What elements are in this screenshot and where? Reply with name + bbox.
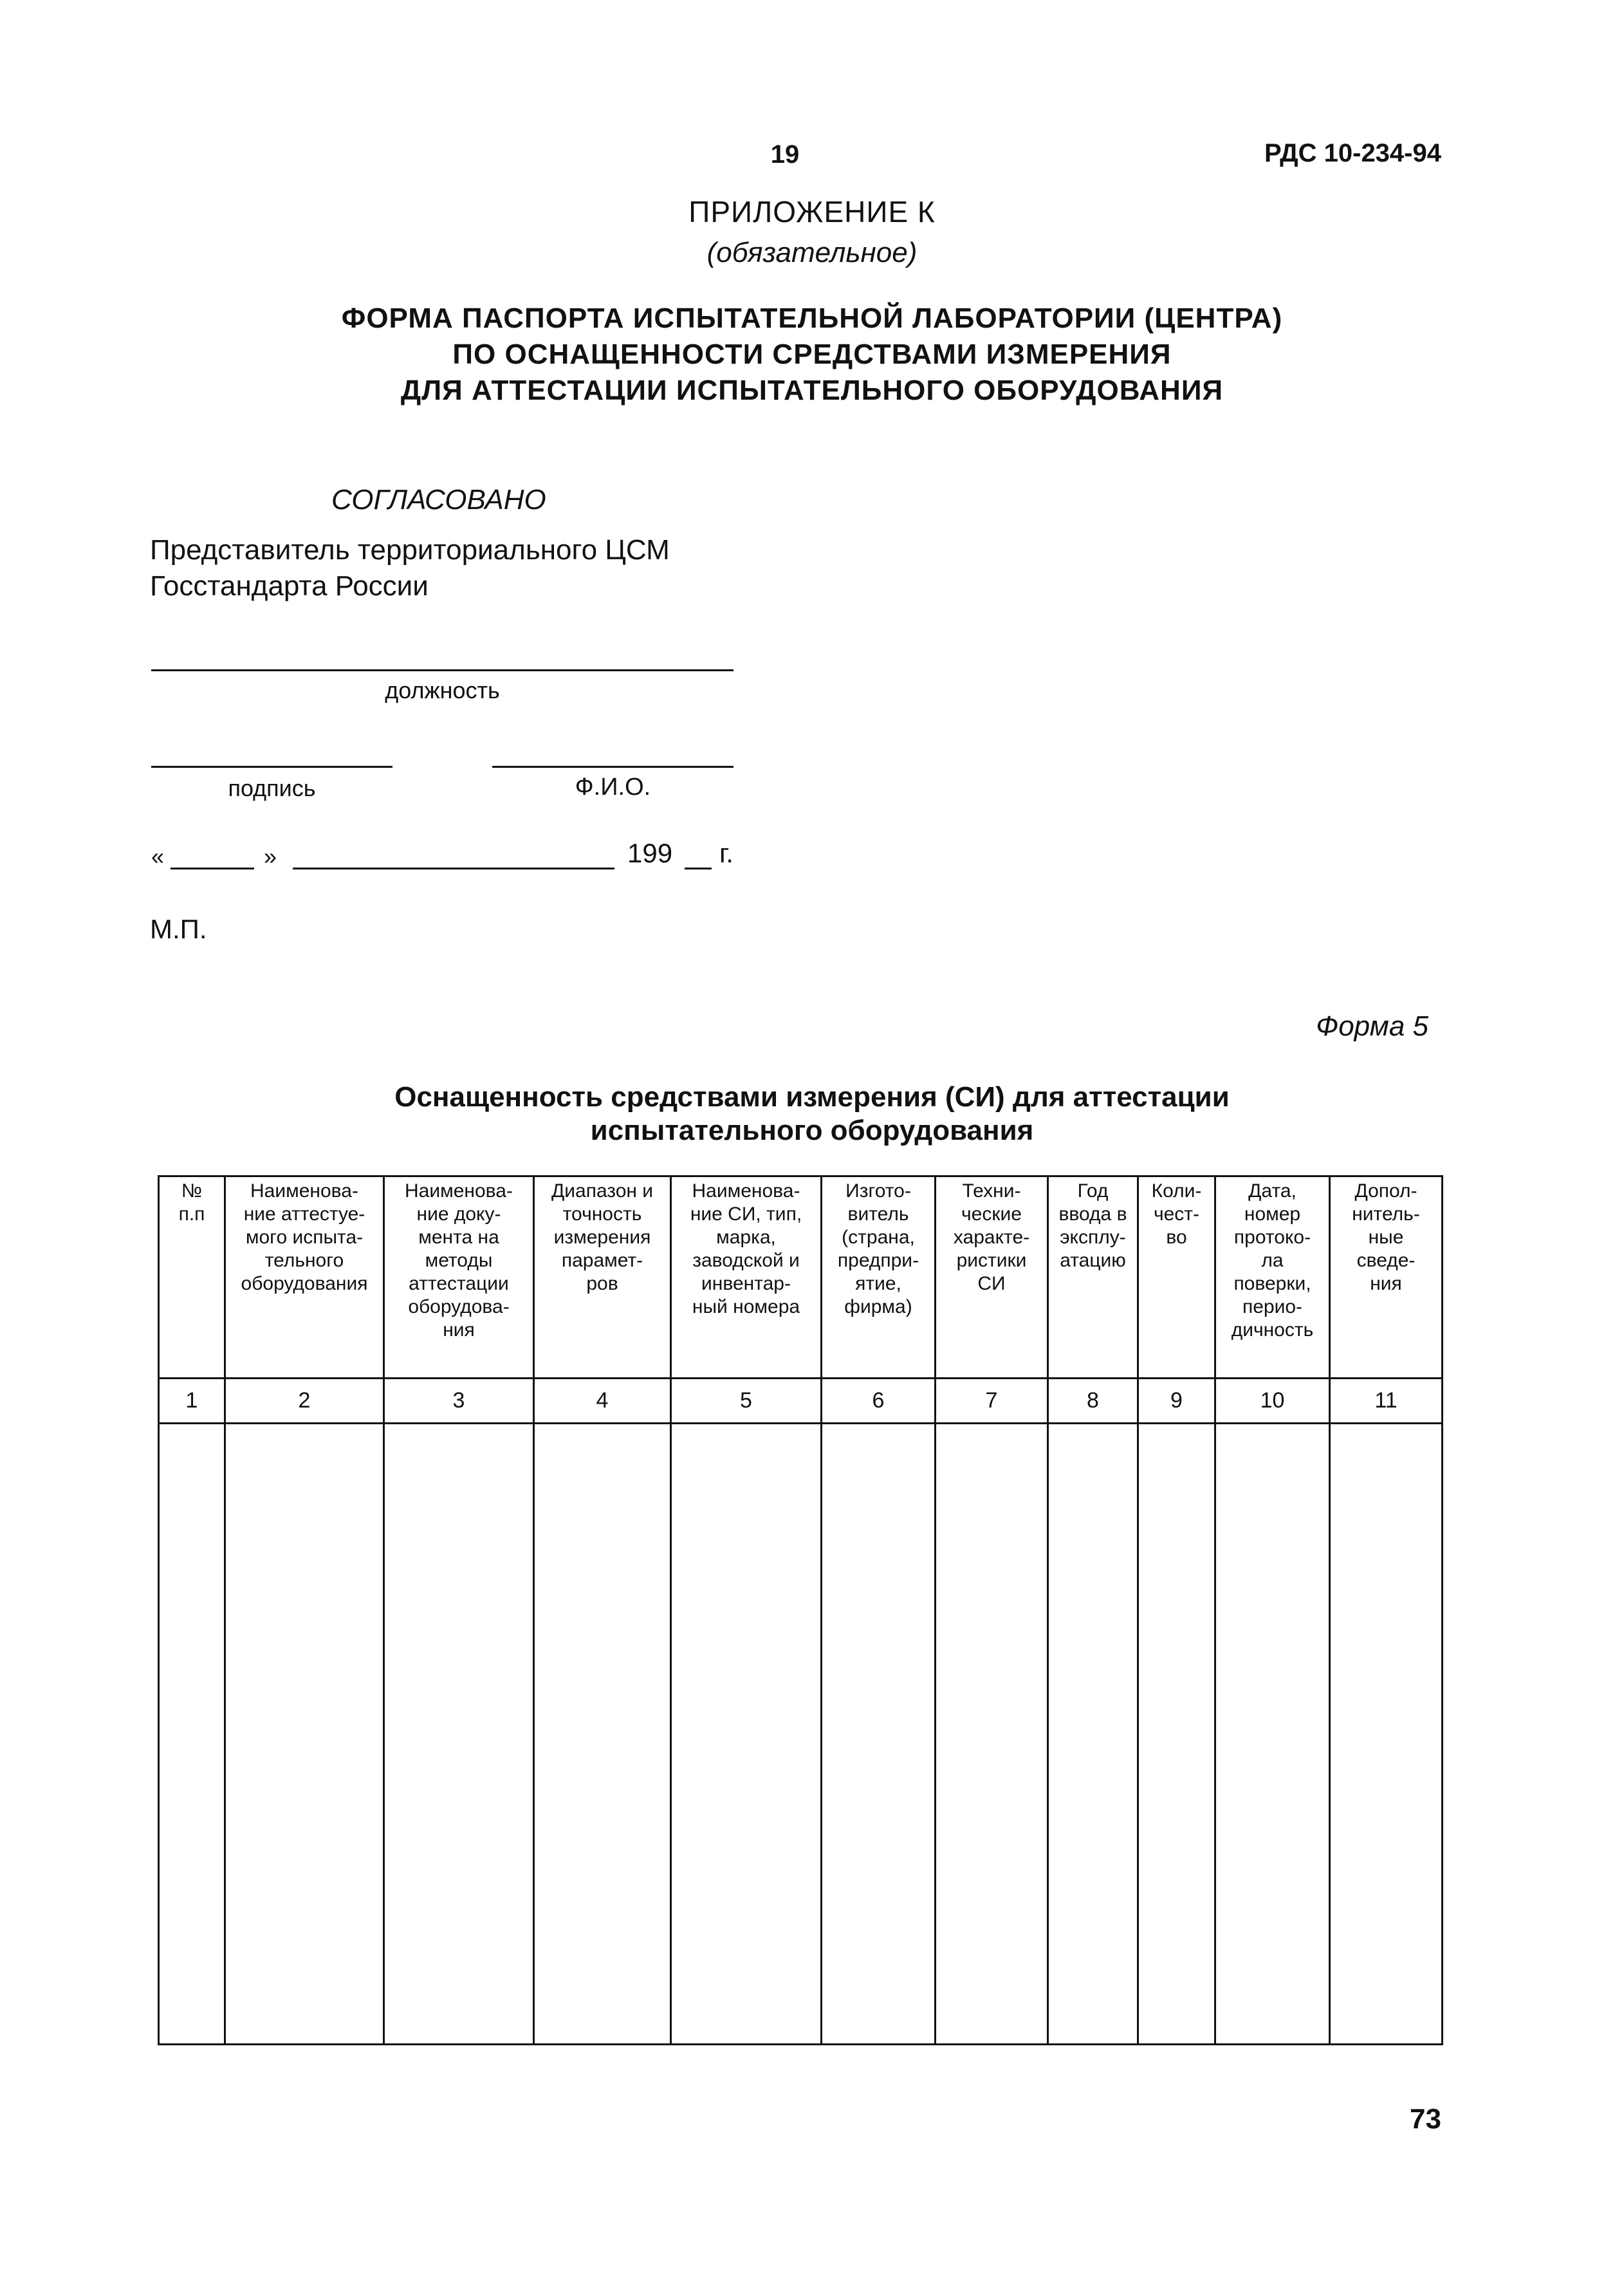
column-number: 6: [822, 1379, 936, 1424]
column-number: 7: [936, 1379, 1048, 1424]
signature-caption: подпись: [228, 775, 316, 801]
column-number: 1: [159, 1379, 225, 1424]
blank-cell[interactable]: [1048, 1424, 1138, 2045]
name-line: [492, 766, 734, 768]
column-number: 3: [384, 1379, 534, 1424]
appendix-title: ПРИЛОЖЕНИЕ К: [688, 195, 936, 228]
position-signature-line: [151, 669, 734, 671]
date-close-quote: »: [264, 843, 277, 869]
column-number-row: [159, 1379, 1443, 1424]
column-number: 9: [1138, 1379, 1215, 1424]
page-number: 19: [770, 140, 800, 169]
year-suffix: г.: [719, 838, 734, 868]
column-number: 5: [671, 1379, 822, 1424]
blank-cell[interactable]: [936, 1424, 1048, 2045]
blank-cell[interactable]: [1215, 1424, 1330, 2045]
blank-cell[interactable]: [1138, 1424, 1215, 2045]
main-title-line-1: ФОРМА ПАСПОРТА ИСПЫТАТЕЛЬНОЙ ЛАБОРАТОРИИ (ЦЕНТРА): [341, 302, 1283, 334]
blank-cell[interactable]: [384, 1424, 534, 2045]
approval-heading: СОГЛАСОВАНО: [331, 484, 546, 516]
column-header-method-document: Наименова- ние доку- мента на методы аттестации оборудова- ния: [384, 1176, 534, 1379]
table-title-line-1: Оснащенность средствами измерения (СИ) для аттестации: [394, 1081, 1230, 1113]
position-caption: должность: [385, 677, 500, 703]
year-line: [685, 868, 712, 869]
day-line: [171, 868, 254, 869]
signature-line: [151, 766, 392, 768]
table-title-line-2: испытательного оборудования: [590, 1115, 1034, 1146]
representative-line-2: Госстандарта России: [150, 570, 429, 602]
year-prefix: 199: [627, 838, 673, 868]
main-title-line-3: ДЛЯ АТТЕСТАЦИИ ИСПЫТАТЕЛЬНОГО ОБОРУДОВАНИЯ: [400, 375, 1224, 406]
blank-cell[interactable]: [159, 1424, 225, 2045]
blank-cell[interactable]: [671, 1424, 822, 2045]
blank-cell[interactable]: [534, 1424, 671, 2045]
column-header-equipment-name: Наименова- ние аттестуе- мого испыта- тельного оборудования: [225, 1176, 384, 1379]
column-header-specifications: Техни- ческие характе- ристики СИ: [936, 1176, 1048, 1379]
document-code: РДС 10-234-94: [1264, 139, 1441, 167]
column-header-row-number: № п.п: [159, 1176, 225, 1379]
column-header-manufacturer: Изгото- витель (страна, предпри- ятие, фирма): [822, 1176, 936, 1379]
representative-line-1: Представитель территориального ЦСМ: [150, 534, 670, 566]
main-title-line-2: ПО ОСНАЩЕННОСТИ СРЕДСТВАМИ ИЗМЕРЕНИЯ: [452, 339, 1172, 370]
column-header-instrument-name: Наименова- ние СИ, тип, марка, заводской и инвентар- ный номера: [671, 1176, 822, 1379]
column-number: 11: [1330, 1379, 1443, 1424]
column-number: 8: [1048, 1379, 1138, 1424]
seal-mark: М.П.: [150, 914, 207, 944]
column-number: 2: [225, 1379, 384, 1424]
form-label: Форма 5: [1316, 1010, 1428, 1042]
footer-page-number: 73: [1410, 2103, 1441, 2135]
column-number: 4: [534, 1379, 671, 1424]
column-header-additional-info: Допол- нитель- ные сведе- ния: [1330, 1176, 1443, 1379]
appendix-status: (обязательное): [706, 237, 918, 268]
column-header-quantity: Коли- чест- во: [1138, 1176, 1215, 1379]
blank-cell[interactable]: [225, 1424, 384, 2045]
blank-cell[interactable]: [822, 1424, 936, 2045]
month-line: [293, 868, 614, 869]
column-header-verification: Дата, номер протоко- ла поверки, перио- дичность: [1215, 1176, 1330, 1379]
table-header-row: [159, 1176, 1443, 1379]
blank-cell[interactable]: [1330, 1424, 1443, 2045]
measurement-instruments-table: [158, 1175, 1443, 2045]
date-open-quote: «: [151, 843, 165, 869]
column-header-range-accuracy: Диапазон и точность измерения парамет- ров: [534, 1176, 671, 1379]
column-header-year-commissioned: Год ввода в эксплу- атацию: [1048, 1176, 1138, 1379]
name-caption: Ф.И.О.: [575, 774, 651, 801]
blank-entry-row: [159, 1424, 1443, 2045]
column-number: 10: [1215, 1379, 1330, 1424]
